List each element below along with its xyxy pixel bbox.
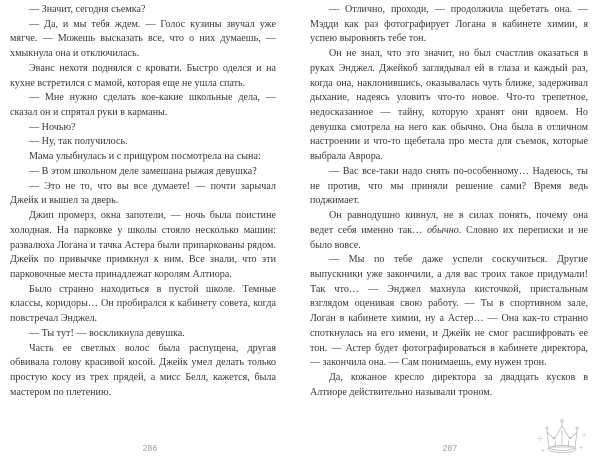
paragraph: Эванс нехотя поднялся с кровати. Быстро оделся и на кухне встретился с мамой, которая еще не ушла спать. — [10, 62, 276, 89]
paragraph: — Ты тут! — воскликнула девушка. — [29, 327, 185, 339]
paragraph-with-emphasis — [310, 209, 588, 253]
paragraph: Да, кожаное кресло директора за двадцать кусков в Алтиоре действительно называли троном. — [310, 371, 588, 398]
paragraph: — Это не то, что вы все думаете! — почти зарычал Джейк и вышел за дверь. — [10, 180, 276, 207]
paragraph: Было странно находиться в пустой школе. Темные классы, коридоры… Он пробирался к кабинету совета, когда повстречал Энджел. — [10, 283, 276, 325]
paragraph-text-lead: Он равнодушно кивнул, не в силах понять, почему она ведет себя именно так… — [310, 210, 588, 236]
paragraph: — Ночью? — [29, 121, 76, 133]
paragraph: — Да, и мы тебя ждем. — Голос кузины звучал уже мягче. — Можешь высказать все, что о них думаешь, — хмыкнула она и отключилась. — [10, 18, 276, 60]
page-number-left: 286 — [142, 443, 158, 453]
paragraph: — Отлично, проходи, — продолжила щебетать она. — Мэдди как раз фотографирует Логана в кабинете химии, я успею выровнять тебе тон. — [310, 4, 588, 45]
emphasized-word: обычно — [426, 224, 459, 236]
paragraph-text-tail: . Словно их переписки и не было вовсе. — [310, 224, 588, 251]
paragraph: — Вас все-таки надо снять по-особенному… Надеюсь, ты не против, что мы приняли решение сами? Время ведь поджимает. — [310, 165, 588, 207]
paragraph: — Значит, сегодня съемка? — [29, 4, 146, 15]
paragraph: — В этом школьном деле замешана рыжая девушка? — [29, 165, 257, 177]
paragraph: Часть ее светлых волос была распущена, другая обвивала голову красивой косой. Джейк умел делать только простую косу из трех прядей, а мисс Белл, кажется, была мастером по плетению. — [10, 342, 276, 398]
page-number-right: 287 — [442, 443, 458, 453]
paragraph: — Мне нужно сделать кое-какие школьные дела, — сказал он и спрятал руки в карманы. — [10, 92, 276, 119]
left-page-textblock — [10, 3, 276, 400]
right-page-textblock — [310, 3, 588, 400]
paragraph: Он не знал, что это значит, но был счастлив оказаться в руках Энджел. Джейкоб заглядывал ей в глаза и каждый раз, когда она, наклонившись, оказывалась чуть ближе, задерживал дыхание, надеясь уловить что-то новое. Что-то трепетное, недосказанное — тайну, которую хранят они вдвоем. Но девушка смотрела на него как обычно. Она была в отличном настроении и что-то щебетала про места для съемок, которые выбрала Аврора. — [310, 48, 588, 163]
paragraph: Мама улыбнулась и с прищуром посмотрела на сына: — [29, 151, 261, 163]
paragraph: — Мы по тебе даже успели соскучиться. Другие выпускники уже закончили, а для вас троих такое придумали! Так что… — Энджел махнула кисточкой, пристальным взглядом оценивая свою работу. — Ты в спортивном зале, Логан в кабинете химии, ну а Астер… — Она как-то странно споткнулась на его имени, и Джейк не смог расшифровать ее тон. — Астер будет фотографироваться в кабинете директора, — закончила она. — Сам понимаешь, ему нужен трон. — [310, 254, 588, 369]
paragraph: Джип промерз, окна запотели, — ночь была поистине холодная. На парковке у школы стояло несколько машин: развалюха Логана и тачка Астера были припаркованы рядом. Джейк по привычке примкнул к ним. Все знали, что эти парковочные места принадлежат королям Алтиора. — [10, 210, 276, 280]
paragraph: — Ну, так получилось. — [29, 136, 128, 148]
